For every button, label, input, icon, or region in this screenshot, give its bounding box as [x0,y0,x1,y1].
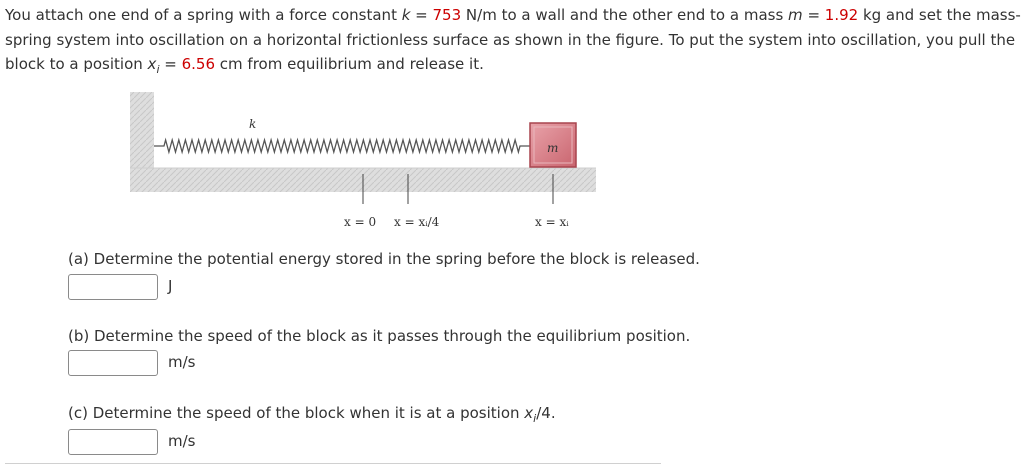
figure-svg [128,92,598,237]
part-c-answer-input[interactable] [68,429,158,455]
part-a-label: (a) Determine the potential energy stored in the spring before the block is released. [68,250,700,268]
part-c-label-pre: (c) Determine the speed of the block when it is at a position [68,404,525,422]
part-c-unit: m/s [168,432,196,450]
m-value: 1.92 [824,6,859,24]
part-b-unit: m/s [168,353,196,371]
tick-label-xi: x = xᵢ [535,215,569,229]
intro-text-1: You attach one end of a spring with a force constant [5,6,402,24]
m-unit-text: kg and set the mass-spring system into oscillation on a horizontal frictionless surface as shown in the figure. To put the system into oscillation, you pull the block to a position [5,6,1021,73]
problem-statement [5,3,1030,83]
part-c-label [68,404,556,425]
x-value: 6.56 [181,55,216,73]
x-symbol: x [147,55,157,73]
tick-label-x0: x = 0 [344,215,377,229]
equals-1: = [410,6,433,24]
part-b-label: (b) Determine the speed of the block as it passes through the equilibrium position. [68,327,691,345]
part-a-unit: J [168,277,173,295]
spring [154,140,530,152]
part-b-answer-input[interactable] [68,350,158,376]
k-value: 753 [432,6,462,24]
part-c-x-symbol: x [524,404,534,422]
mass-m-label: m [547,141,559,155]
spring-k-label: k [249,117,257,131]
tick-label-x-quarter: x = xᵢ/4 [394,215,440,229]
k-unit-text: N/m to a wall and the other end to a mass [461,6,789,24]
k-symbol: k [401,6,411,24]
x-subscript: i [156,63,160,76]
part-c-label-post: /4. [536,404,556,422]
spring-mass-figure [128,92,598,237]
x-unit-text: cm from equilibrium and release it. [215,55,484,73]
part-c-x-subscript: i [533,412,537,425]
bottom-divider [5,463,661,464]
equals-2: = [802,6,825,24]
equals-3: = [159,55,182,73]
m-symbol: m [788,6,803,24]
part-a-answer-input[interactable] [68,274,158,300]
